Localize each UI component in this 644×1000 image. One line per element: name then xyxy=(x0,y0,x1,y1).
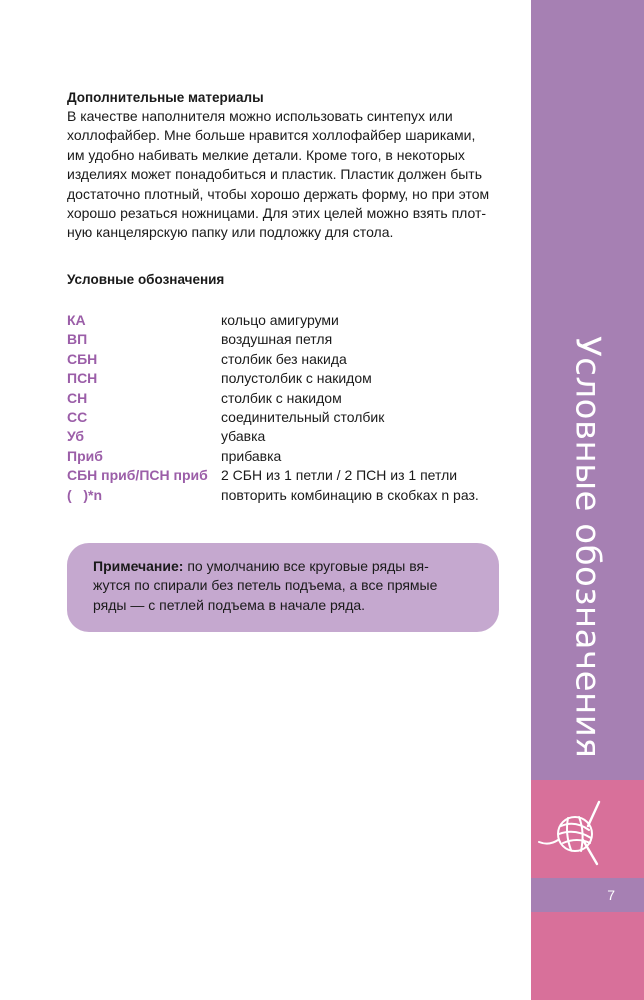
legend-term: КА xyxy=(67,312,86,328)
legend-definition: повторить комбинацию в скобках n раз. xyxy=(221,486,479,503)
legend-definition: убавка xyxy=(221,428,266,445)
materials-line: хорошо резаться ножницами. Для этих целей можно взять плот- xyxy=(67,205,487,222)
note-line: ряды — с петлей подъема в начале ряда. xyxy=(93,596,366,613)
legend-term: ( )*n xyxy=(67,486,102,503)
sidebar-title-text: Условные обозначения xyxy=(567,336,608,759)
materials-section xyxy=(67,88,507,243)
legend-item xyxy=(67,466,507,485)
legend-heading: Условные обозначения xyxy=(67,272,225,287)
legend-item xyxy=(67,389,507,408)
sidebar-title xyxy=(531,0,644,780)
materials-line: им удобно набивать мелкие детали. Кроме того, в некоторых xyxy=(67,146,465,163)
legend-term: СБН xyxy=(67,350,98,367)
legend-definition: столбик с накидом xyxy=(221,389,342,406)
legend-definition: воздушная петля xyxy=(221,331,333,348)
legend-term: ПСН xyxy=(67,370,98,387)
note-line: жутся по спирали без петель подъема, а все прямые xyxy=(93,577,438,594)
sidebar-bottom-block xyxy=(531,912,644,1000)
legend-definition: кольцо амигуруми xyxy=(221,312,339,328)
note-box xyxy=(67,543,499,632)
legend-term: ВП xyxy=(67,331,88,348)
yarn-ball-icon xyxy=(535,796,607,868)
legend-item xyxy=(67,330,507,349)
materials-line: холлофайбер. Мне больше нравится холлофайбер шариками, xyxy=(67,127,476,144)
materials-heading: Дополнительные материалы xyxy=(67,90,264,105)
legend-item xyxy=(67,427,507,446)
legend-term: СБН приб/ПСН приб xyxy=(67,467,208,484)
materials-line: изделиях может понадобиться и пластик. Пластик должен быть xyxy=(67,166,483,183)
legend-item xyxy=(67,486,507,505)
legend-item xyxy=(67,408,507,427)
legend-definition: столбик без накида xyxy=(221,350,347,367)
note-text xyxy=(93,557,473,576)
legend-item xyxy=(67,311,507,330)
legend-term: Уб xyxy=(67,428,85,445)
materials-line: В качестве наполнителя можно использовать синтепух или xyxy=(67,108,453,124)
legend-term: СН xyxy=(67,389,88,406)
materials-line: достаточно плотный, чтобы хорошо держать форму, но при этом xyxy=(67,185,490,202)
page-number: 7 xyxy=(607,887,615,903)
legend-definition: 2 СБН из 1 петли / 2 ПСН из 1 петли xyxy=(221,467,458,484)
legend-item xyxy=(67,447,507,466)
legend-list xyxy=(67,311,507,505)
legend-definition: соединительный столбик xyxy=(221,408,385,425)
note-label: Примечание: xyxy=(93,558,184,574)
legend-term: Приб xyxy=(67,447,103,464)
legend-definition: прибавка xyxy=(221,447,282,464)
legend-definition: полустолбик с накидом xyxy=(221,370,372,387)
note-line: по умолчанию все круговые ряды вя- xyxy=(183,558,429,574)
legend-item xyxy=(67,369,507,388)
legend-item xyxy=(67,350,507,369)
legend-term: СС xyxy=(67,408,88,425)
materials-line: ную канцелярскую папку или подложку для стола. xyxy=(67,224,394,241)
